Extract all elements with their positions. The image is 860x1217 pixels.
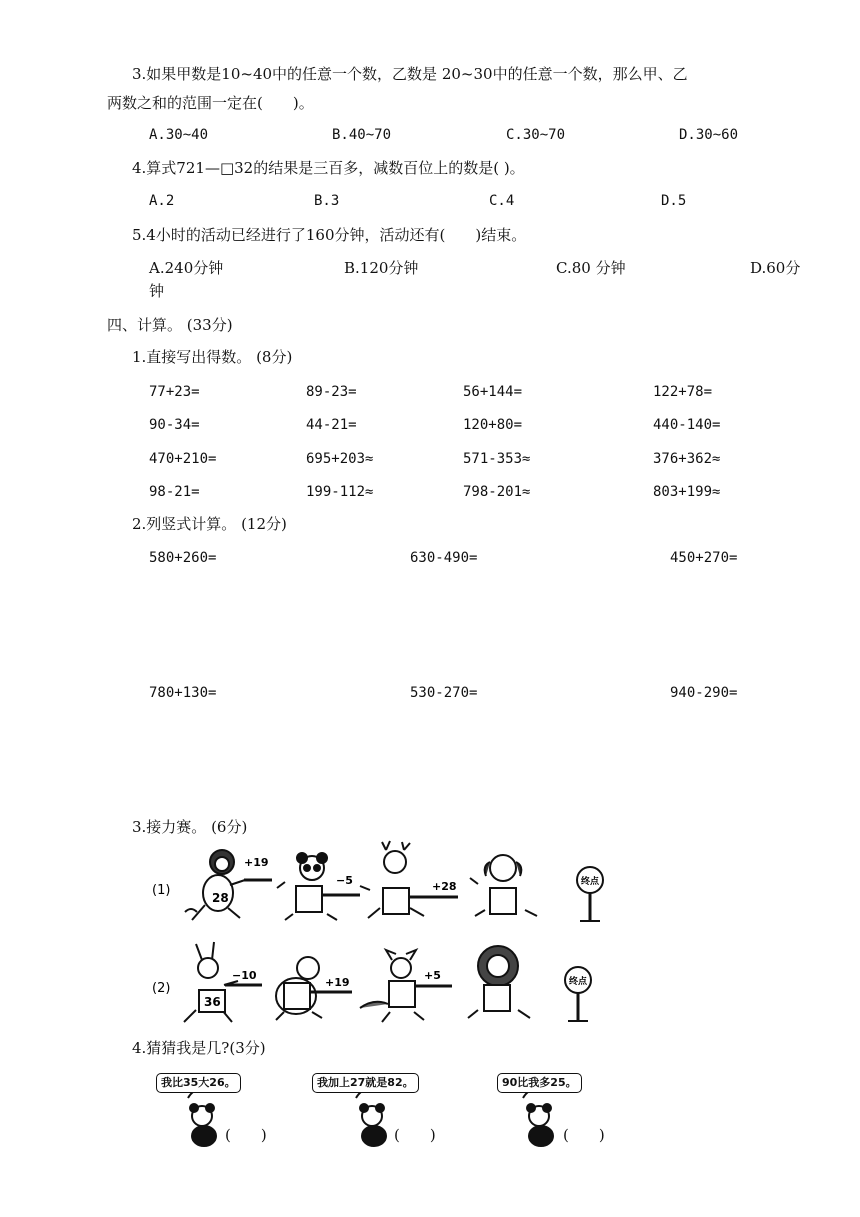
relay-2-op-1: −10 [232, 969, 257, 982]
calc-item: 470+210= [149, 451, 217, 467]
relay-1-op-3: +28 [432, 880, 457, 893]
speech-bubble-2: 我加上27就是82。 [312, 1073, 419, 1093]
relay-2-start-number: 36 [204, 995, 221, 1009]
q5-option-a[interactable]: A.240分钟 [149, 259, 224, 277]
calc-item: 376+362≈ [653, 451, 721, 467]
relay-1-box-2[interactable] [383, 888, 409, 914]
relay-1-finish-label: 终点 [581, 877, 600, 887]
panda-icon [356, 1090, 386, 1146]
finish-sign-icon [565, 967, 591, 1021]
answer-blank-3[interactable]: ( ) [563, 1126, 605, 1144]
panda-icon [188, 1090, 216, 1146]
answer-blank-1[interactable]: ( ) [225, 1126, 267, 1144]
q4-option-c[interactable]: C.4 [489, 193, 515, 209]
q3-option-a[interactable]: A.30~40 [149, 127, 209, 143]
calc-item: 56+144= [463, 384, 523, 400]
q3-option-b[interactable]: B.40~70 [332, 127, 392, 143]
vertical-calc-item: 580+260= [149, 550, 217, 566]
q5-stem: 5.4小时的活动已经进行了160分钟，活动还有( )结束。 [132, 226, 527, 244]
q3-line1: 3.如果甲数是10~40中的任意一个数，乙数是 20~30中的任意一个数，那么甲、乙 [132, 65, 688, 83]
relay-2-box-1[interactable] [284, 983, 310, 1009]
calc-item: 120+80= [463, 417, 523, 433]
relay-1-op-2: −5 [336, 874, 353, 887]
calc-item: 199-112≈ [306, 484, 374, 500]
q5-option-d[interactable]: D.60分 [750, 259, 801, 277]
calc-item: 571-353≈ [463, 451, 531, 467]
relay-1-op-1: +19 [244, 856, 269, 869]
vertical-calc-item: 450+270= [670, 550, 738, 566]
q4-stem: 4.算式721—□32的结果是三百多，减数百位上的数是( )。 [132, 159, 525, 177]
calc-item: 695+203≈ [306, 451, 374, 467]
q4-option-b[interactable]: B.3 [314, 193, 340, 209]
section4-title: 四、计算。 (33分) [107, 316, 233, 334]
relay-1-box-3[interactable] [490, 888, 516, 914]
q5-option-d-wrap: 钟 [149, 282, 165, 300]
q5-option-b[interactable]: B.120分钟 [344, 259, 419, 277]
relay-1-label: (1) [152, 883, 171, 898]
relay-2-op-3: +5 [424, 969, 441, 982]
calc-item: 90-34= [149, 417, 200, 433]
monkey-runner-icon [185, 850, 245, 920]
relay-2-box-3[interactable] [484, 985, 510, 1011]
vertical-calc-item: 780+130= [149, 685, 217, 701]
vertical-calc-item: 630-490= [410, 550, 478, 566]
calc-item: 803+199≈ [653, 484, 721, 500]
speech-bubble-1: 我比35大26。 [156, 1073, 241, 1093]
calc-item: 44-21= [306, 417, 357, 433]
p3-title: 3.接力赛。 (6分) [132, 818, 248, 836]
calc-item: 89-23= [306, 384, 357, 400]
panda-icon [523, 1090, 553, 1146]
q5-option-c[interactable]: C.80 分钟 [556, 259, 626, 277]
relay-2-box-2[interactable] [389, 981, 415, 1007]
p4-title: 4.猜猜我是几?(3分) [132, 1039, 266, 1057]
relay-2-label: (2) [152, 981, 171, 996]
speech-bubble-3: 90比我多25。 [497, 1073, 582, 1093]
q3-line2: 两数之和的范围一定在( )。 [107, 94, 314, 112]
relay-1-start-number: 28 [212, 891, 229, 905]
p1-title: 1.直接写出得数。 (8分) [132, 348, 293, 366]
relay-2-finish-label: 终点 [569, 977, 588, 987]
p2-title: 2.列竖式计算。 (12分) [132, 515, 287, 533]
relay-1 [152, 841, 603, 921]
answer-blank-2[interactable]: ( ) [394, 1126, 436, 1144]
q4-option-a[interactable]: A.2 [149, 193, 175, 209]
vertical-calc-item: 530-270= [410, 685, 478, 701]
finish-sign-icon [577, 867, 603, 921]
q4-option-d[interactable]: D.5 [661, 193, 687, 209]
relay-1-box-1[interactable] [296, 886, 322, 912]
relay-2 [152, 942, 591, 1022]
calc-item: 122+78= [653, 384, 713, 400]
relay-2-op-2: +19 [325, 976, 350, 989]
calc-item: 798-201≈ [463, 484, 531, 500]
calc-item: 98-21= [149, 484, 200, 500]
q3-option-c[interactable]: C.30~70 [506, 127, 566, 143]
q3-option-d[interactable]: D.30~60 [679, 127, 739, 143]
vertical-calc-item: 940-290= [670, 685, 738, 701]
calc-item: 440-140= [653, 417, 721, 433]
calc-item: 77+23= [149, 384, 200, 400]
